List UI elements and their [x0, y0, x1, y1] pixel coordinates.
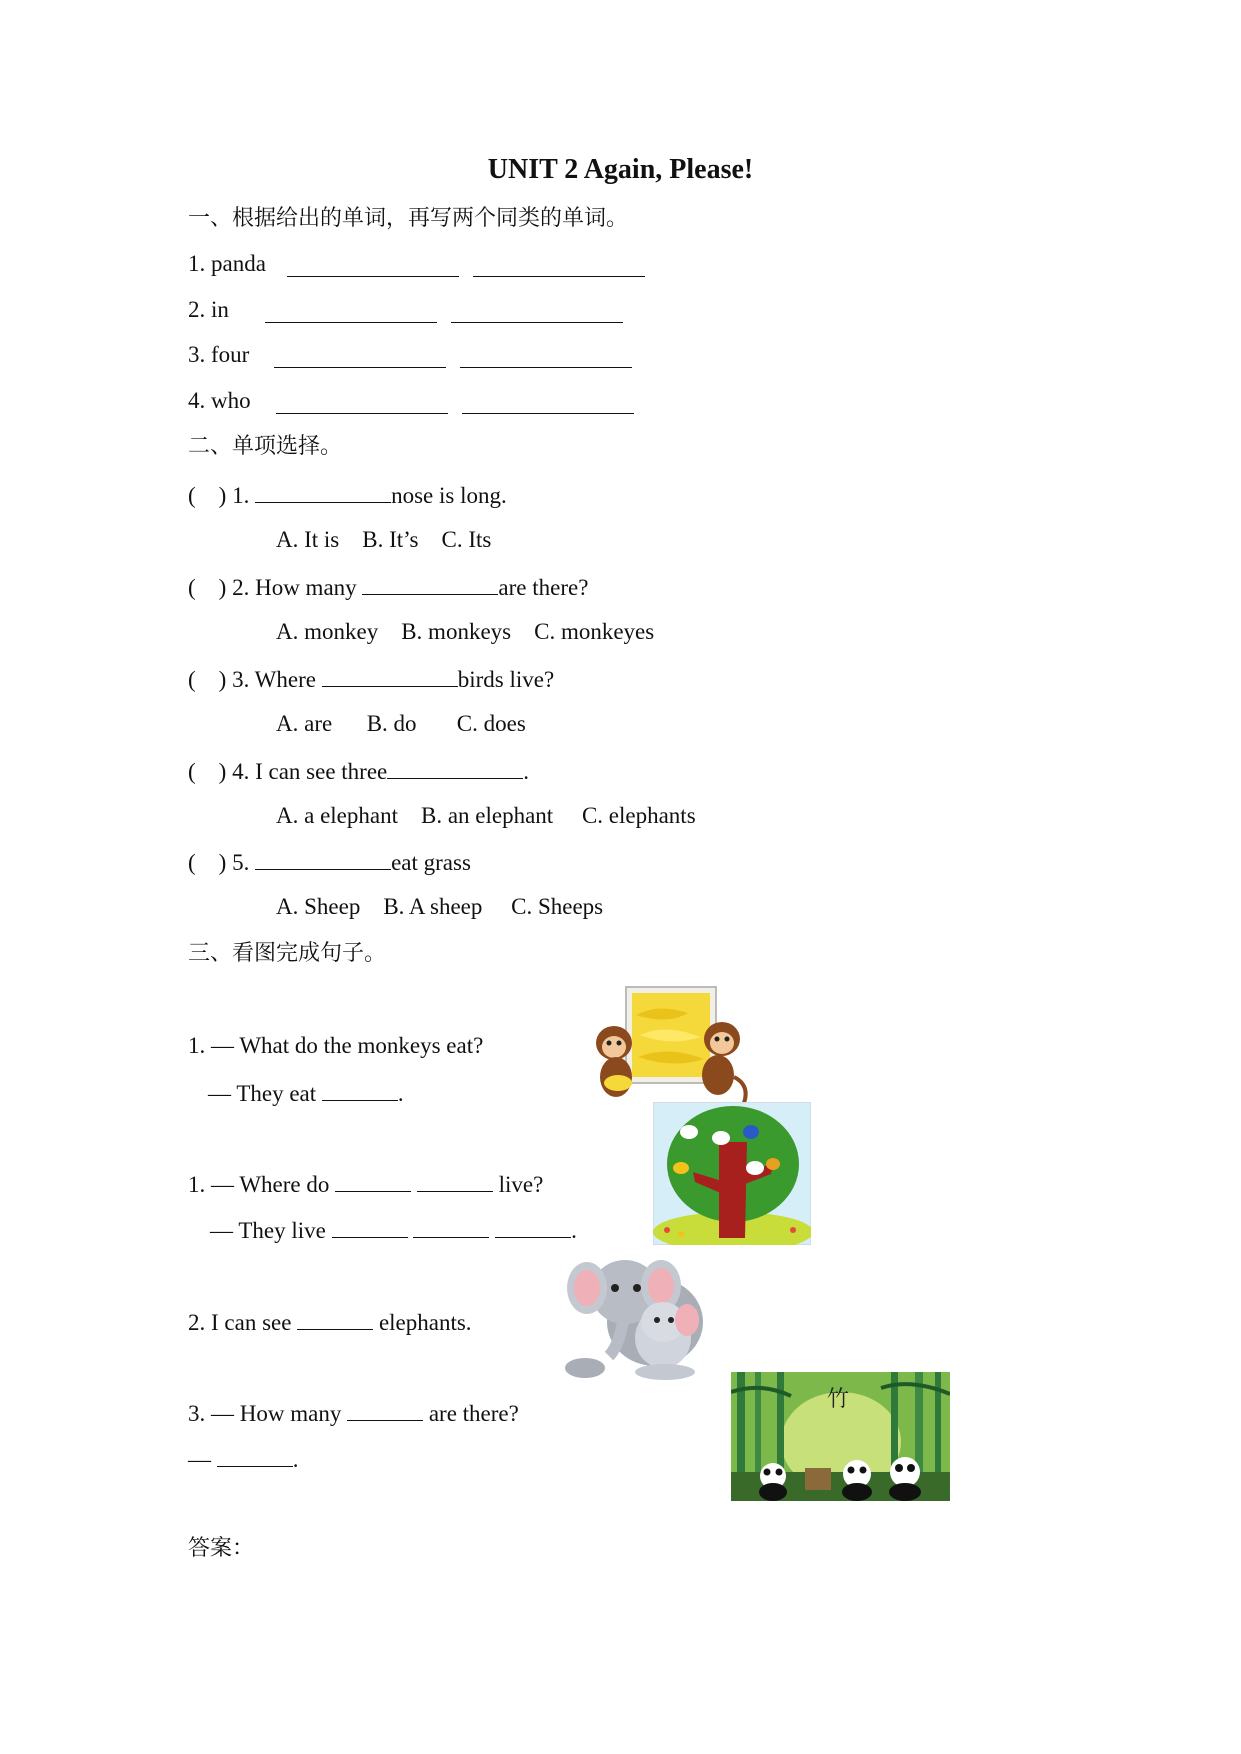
- answer-blank[interactable]: [276, 391, 448, 414]
- picture-question-2-line2: — They live .: [210, 1215, 577, 1245]
- section1-heading: 一、根据给出的单词，再写两个同类的单词。: [188, 206, 629, 231]
- answer-blank[interactable]: [387, 756, 523, 779]
- answer-blank[interactable]: [274, 345, 446, 368]
- options-1: A. It is B. It’s C. Its: [276, 527, 492, 552]
- options-2: A. monkey B. monkeys C. monkeyes: [276, 619, 655, 644]
- answer-blank[interactable]: [297, 1307, 373, 1330]
- bamboo-character: 竹: [827, 1387, 850, 1412]
- picture-question-4-line1: 3. — How many are there?: [188, 1398, 519, 1428]
- answer-blank[interactable]: [265, 300, 437, 323]
- answer-blank[interactable]: [332, 1215, 408, 1238]
- answer-blank[interactable]: [322, 664, 458, 687]
- answer-blank[interactable]: [255, 847, 391, 870]
- word-item-who: 4. who: [188, 388, 251, 413]
- question-5: ( ) 5. eat grass: [188, 847, 471, 877]
- monkeys-bananas-picture: [588, 985, 752, 1110]
- answer-blank[interactable]: [451, 300, 623, 323]
- picture-question-4-line2: — .: [188, 1444, 299, 1474]
- answer-blank[interactable]: [362, 572, 498, 595]
- question-4: ( ) 4. I can see three .: [188, 756, 529, 786]
- question-2: ( ) 2. How many are there?: [188, 572, 588, 602]
- word-item-in: 2. in: [188, 297, 229, 322]
- picture-question-1-line1: 1. — What do the monkeys eat?: [188, 1033, 484, 1058]
- answer-blank[interactable]: [460, 345, 632, 368]
- answer-blank[interactable]: [335, 1169, 411, 1192]
- answer-blank[interactable]: [217, 1444, 293, 1467]
- options-5: A. Sheep B. A sheep C. Sheeps: [276, 894, 604, 919]
- answer-blank[interactable]: [413, 1215, 489, 1238]
- page-title: UNIT 2 Again, Please!: [487, 154, 754, 185]
- question-1: ( ) 1. nose is long.: [188, 480, 507, 510]
- question-3: ( ) 3. Where birds live?: [188, 664, 554, 694]
- answer-blank[interactable]: [347, 1398, 423, 1421]
- answer-blank[interactable]: [322, 1078, 398, 1101]
- answer-blank[interactable]: [462, 391, 634, 414]
- answer-blank[interactable]: [495, 1215, 571, 1238]
- options-3: A. are B. do C. does: [276, 711, 526, 736]
- word-item-panda: 1. panda: [188, 251, 266, 276]
- section2-heading: 二、单项选择。: [188, 434, 343, 459]
- elephants-picture: [545, 1248, 717, 1382]
- answers-label: 答案：: [188, 1536, 255, 1561]
- options-4: A. a elephant B. an elephant C. elephants: [276, 803, 696, 828]
- answer-blank[interactable]: [473, 254, 645, 277]
- answer-blank[interactable]: [287, 254, 459, 277]
- pandas-bamboo-picture: [731, 1372, 950, 1501]
- answer-blank[interactable]: [417, 1169, 493, 1192]
- picture-question-1-line2: — They eat .: [208, 1078, 404, 1108]
- tree-birds-picture: [653, 1102, 811, 1245]
- answer-blank[interactable]: [255, 480, 391, 503]
- picture-question-2-line1: 1. — Where do live?: [188, 1169, 543, 1199]
- word-item-four: 3. four: [188, 342, 250, 367]
- section3-heading: 三、看图完成句子。: [188, 941, 387, 966]
- picture-question-3: 2. I can see elephants.: [188, 1307, 472, 1337]
